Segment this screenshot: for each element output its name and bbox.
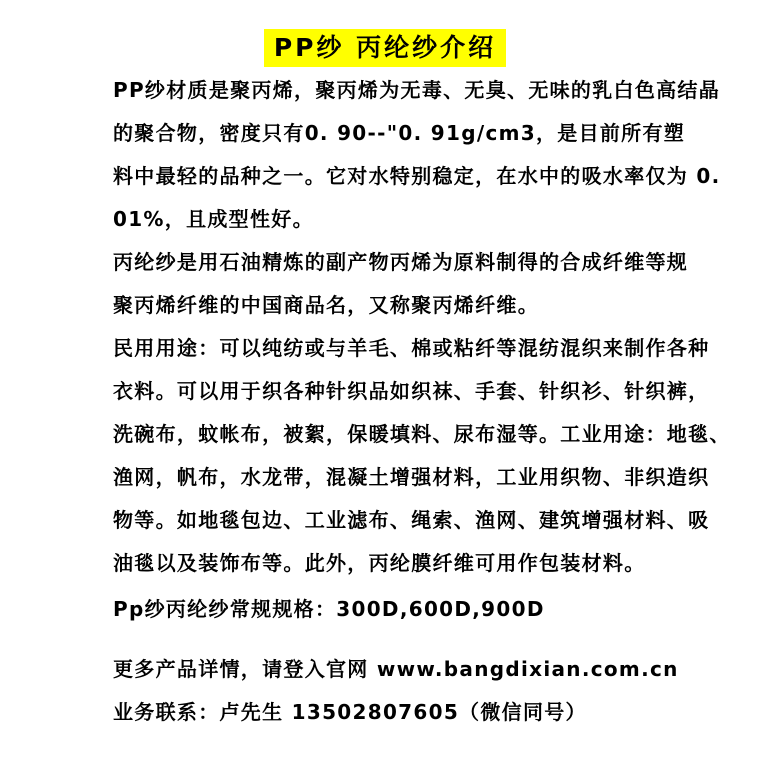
body-text-line: PP纱材质是聚丙烯，聚丙烯为无毒、无臭、无味的乳白色高结晶 — [113, 78, 721, 102]
body-text-line: 渔网，帆布，水龙带，混凝土增强材料，工业用织物、非织造织 — [113, 465, 710, 489]
body-text-line: 物等。如地毯包边、工业滤布、绳索、渔网、建筑增强材料、吸 — [113, 508, 710, 532]
contact-line-phone: 业务联系：卢先生 13502807605（微信同号） — [113, 700, 587, 724]
body-text-line: 聚丙烯纤维的中国商品名，又称聚丙烯纤维。 — [113, 293, 539, 317]
body-text-line: 丙纶纱是用石油精炼的副产物丙烯为原料制得的合成纤维等规 — [113, 250, 689, 274]
body-text-line: 料中最轻的品种之一。它对水特别稳定，在水中的吸水率仅为 0. — [113, 164, 721, 188]
page-title: PP纱 丙纶纱介绍 — [264, 29, 506, 67]
body-text-line: 的聚合物，密度只有0. 90--"0. 91g/cm3，是目前所有塑 — [113, 121, 686, 145]
body-text-line: 油毯以及装饰布等。此外，丙纶膜纤维可用作包装材料。 — [113, 551, 646, 575]
body-text-line: 衣料。可以用于织各种针织品如织袜、手套、针织衫、针织裤， — [113, 379, 710, 403]
contact-line-website: 更多产品详情，请登入官网 www.bangdixian.com.cn — [113, 657, 679, 681]
body-text-line: 民用用途：可以纯纺或与羊毛、棉或粘纤等混纺混织来制作各种 — [113, 336, 710, 360]
spec-line: Pp纱丙纶纱常规规格：300D,600D,900D — [113, 597, 545, 621]
body-text-line: 洗碗布，蚊帐布，被絮，保暖填料、尿布湿等。工业用途：地毯、 — [113, 422, 731, 446]
body-text — [113, 69, 770, 734]
title-row — [0, 0, 770, 67]
contact-block — [113, 648, 770, 734]
body-text-line: 01%，且成型性好。 — [113, 207, 314, 231]
